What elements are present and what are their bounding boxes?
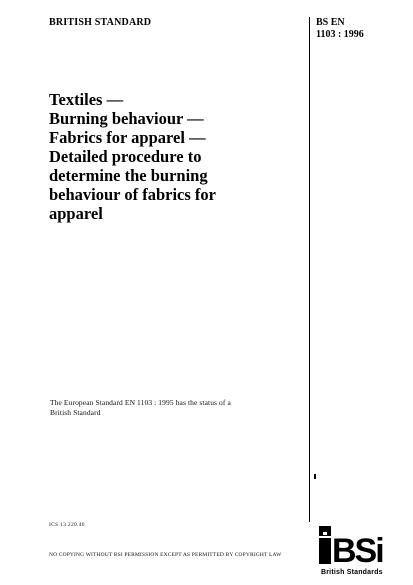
statement-line: The European Standard EN 1103 : 1995 has the status of a [50, 398, 231, 407]
document-type-label: BRITISH STANDARD [49, 17, 152, 28]
standard-code: BS EN [316, 17, 345, 28]
standard-number: 1103 : 1996 [316, 29, 364, 40]
title-line: Textiles — [49, 90, 124, 109]
title-line: Fabrics for apparel — [49, 128, 206, 147]
title-line: Detailed procedure to [49, 147, 202, 166]
margin-mark [314, 474, 316, 479]
copyright-notice: NO COPYING WITHOUT BSI PERMISSION EXCEPT AS PERMITTED BY COPYRIGHT LAW [49, 552, 282, 558]
logo-tagline: British Standards [321, 569, 383, 576]
standard-identifier [316, 17, 364, 41]
status-statement [50, 398, 300, 418]
document-title [49, 90, 304, 223]
ics-reference: ICS 13.220.40 [49, 522, 85, 528]
title-line: behaviour of fabrics for [49, 185, 216, 204]
statement-line: British Standard [50, 408, 101, 417]
title-line: Burning behaviour — [49, 109, 204, 128]
vertical-divider [309, 17, 310, 522]
title-line: determine the burning [49, 166, 208, 185]
svg-text:BSi: BSi [332, 532, 383, 570]
title-line: apparel [49, 204, 103, 223]
